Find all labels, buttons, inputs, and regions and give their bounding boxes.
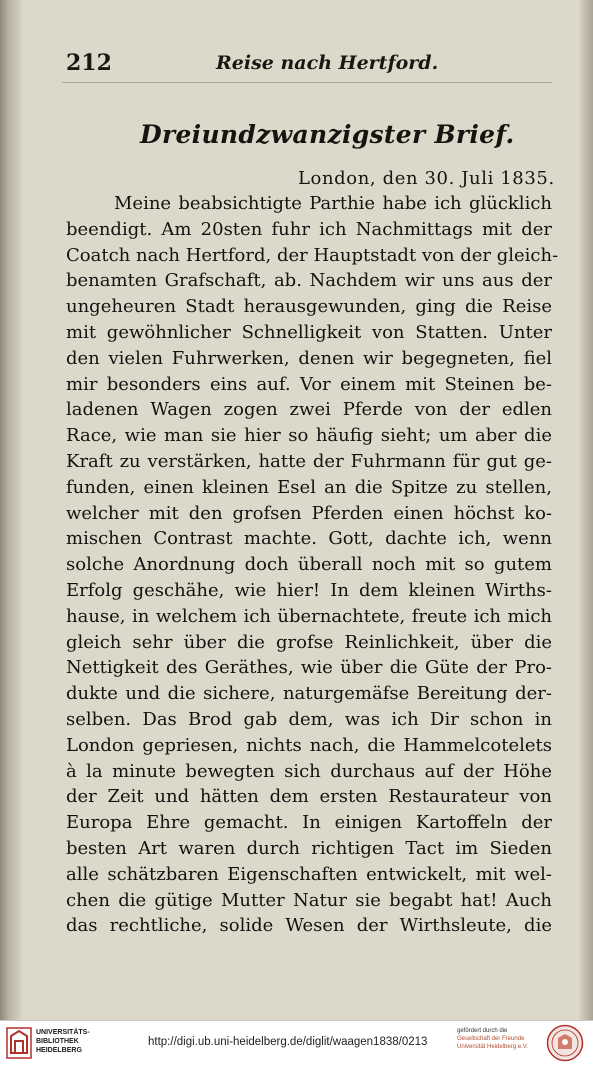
library-name-line: UNIVERSITÄTS- — [36, 1029, 90, 1036]
letter-dateline: London, den 30. Juli 1835. — [298, 168, 555, 189]
text-line: hause, in welchem ich übernachtete, freute ich mich — [66, 605, 552, 627]
text-line: solche Anordnung doch überall noch mit so gutem — [66, 554, 552, 576]
letter-body — [66, 191, 559, 939]
library-name[interactable] — [36, 1028, 116, 1055]
letter-heading: Dreiundzwanzigster Brief. — [140, 120, 515, 149]
viewer-footer — [0, 1020, 593, 1065]
library-name-line: BIBLIOTHEK — [36, 1038, 79, 1045]
text-line: den vielen Fuhrwerken, denen wir begegneten, fiel — [66, 347, 552, 369]
permalink-url[interactable]: http://digi.ub.uni-heidelberg.de/diglit/waagen1838/0213 — [148, 1036, 428, 1048]
text-line: mit gewöhnlicher Schnelligkeit von Statten. Unter — [66, 321, 552, 343]
book-spine-shadow — [0, 0, 22, 1020]
text-line: der Zeit und hätten dem ersten Restaurateur von — [66, 786, 552, 808]
university-seal-icon[interactable] — [546, 1024, 584, 1062]
text-line: Meine beabsichtigte Parthie habe ich glücklich — [114, 193, 552, 214]
text-line: besten Art waren durch richtigen Tact im Sieden — [66, 837, 552, 859]
text-line: selben. Das Brod gab dem, was ich Dir schon in — [66, 708, 552, 730]
sponsor-org-line: Universität Heidelberg e.V. — [457, 1044, 528, 1050]
text-line: à la minute bewegten sich durchaus auf der Höhe — [66, 760, 552, 782]
text-line: mischen Contrast machte. Gott, dachte ich, wenn — [66, 528, 552, 550]
text-line: Nettigkeit des Geräthes, wie über die Güte der Pro- — [66, 657, 552, 679]
text-line: chen die gütige Mutter Natur sie begabt hat! Auch — [66, 889, 552, 911]
text-line: ladenen Wagen zogen zwei Pferde von der edlen — [66, 399, 552, 421]
text-line: das rechtliche, solide Wesen der Wirthsleute, die — [66, 915, 552, 937]
text-line: Race, wie man sie hier so häufig sieht; um aber die — [66, 425, 552, 447]
text-line: funden, einen kleinen Esel an die Spitze zu stellen, — [66, 476, 552, 498]
sponsor-credit[interactable] — [457, 1027, 541, 1051]
page-edge-shadow — [579, 0, 593, 1020]
sponsor-line: gefördert durch die — [457, 1028, 508, 1034]
text-line: gleich sehr über die grofse Reinlichkeit, über die — [66, 631, 552, 653]
text-line: beendigt. Am 20sten fuhr ich Nachmittags mit der — [66, 218, 552, 240]
text-line: Erfolg geschähe, wie hier! In dem kleinen Wirths- — [66, 579, 552, 601]
sponsor-org-line: Gesellschaft der Freunde — [457, 1036, 525, 1042]
header-divider — [62, 82, 552, 83]
text-line: welcher mit den grofsen Pferden einen höchst ko- — [66, 502, 552, 524]
text-line: Coatch nach Hertford, der Hauptstadt von der gleich- — [66, 244, 559, 266]
text-line: mir besonders eins auf. Vor einem mit Steinen be- — [66, 373, 552, 395]
text-line: benamten Grafschaft, ab. Nachdem wir uns aus der — [66, 270, 552, 292]
running-head — [66, 50, 566, 80]
text-line: alle schätzbaren Eigenschaften entwickelt, mit wel- — [66, 863, 552, 885]
text-line: ungeheuren Stadt herausgewunden, ging die Reise — [66, 296, 552, 318]
text-line: dukte und die sichere, naturgemäfse Bereitung der- — [66, 683, 552, 705]
text-line: Europa Ehre gemacht. In einigen Kartoffeln der — [66, 812, 552, 834]
university-library-logo-icon[interactable] — [6, 1027, 32, 1059]
text-line: Kraft zu verstärken, hatte der Fuhrmann für gut ge- — [66, 450, 552, 472]
text-line: London gepriesen, nichts nach, die Hammelcotelets — [66, 734, 552, 756]
page-number: 212 — [66, 50, 112, 76]
library-name-line: HEIDELBERG — [36, 1047, 82, 1054]
running-head-title: Reise nach Hertford. — [216, 52, 439, 74]
